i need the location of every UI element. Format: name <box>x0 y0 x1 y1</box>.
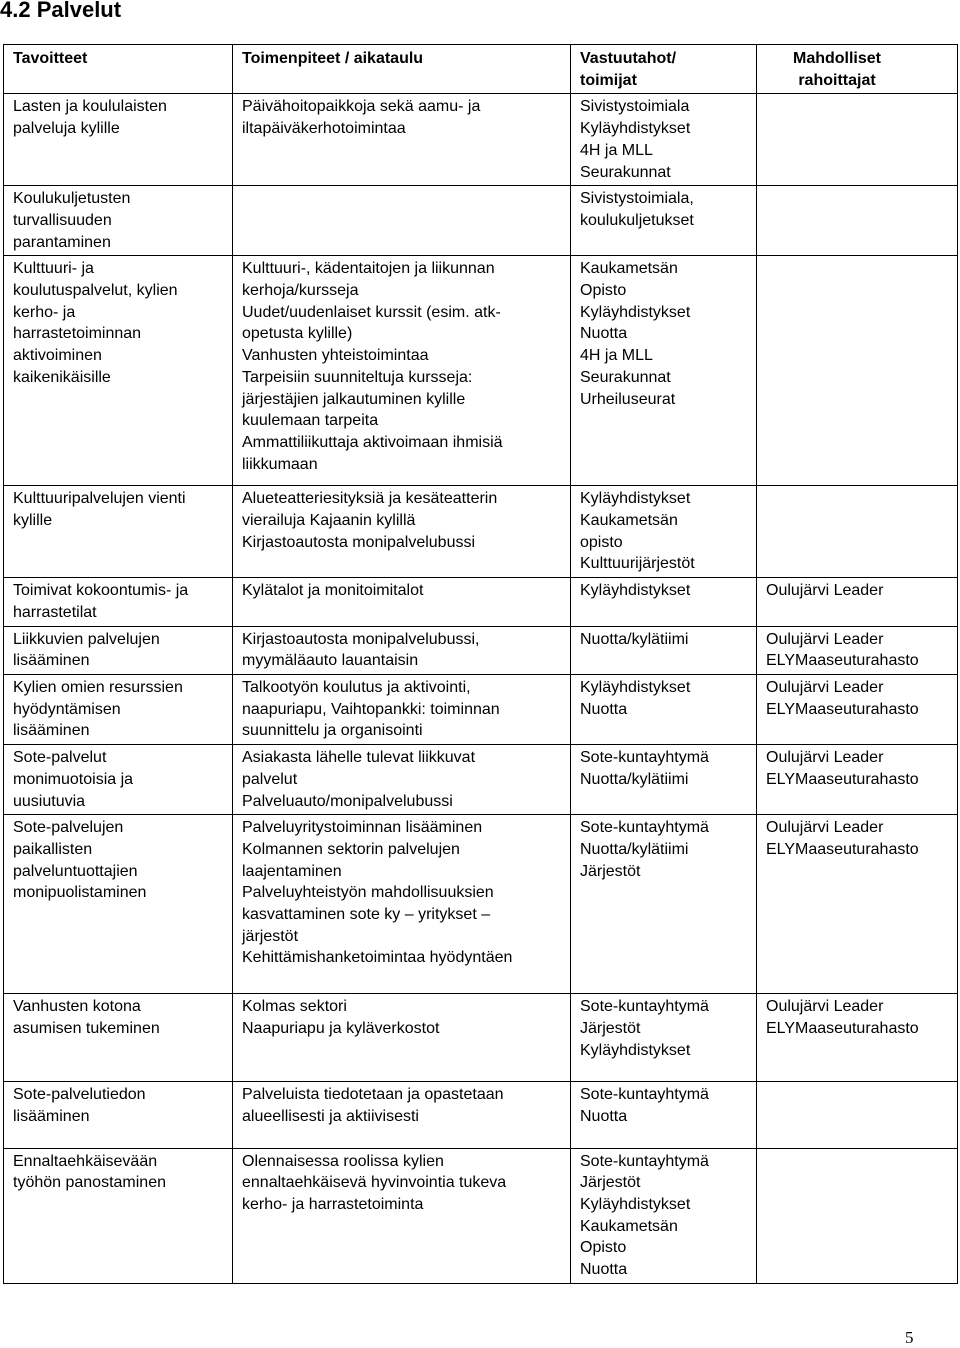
cell-line: Tarpeisiin suunniteltuja kursseja: <box>242 368 473 386</box>
cell-line: Nuotta <box>580 1107 628 1125</box>
cell-line: koulukuljetukset <box>580 211 694 229</box>
cell-line: opetusta kylille) <box>242 325 353 343</box>
cell-line: ennaltaehkäisevä hyvinvointia tukeva <box>242 1174 507 1192</box>
cell-line: Kulttuurijärjestöt <box>580 555 695 573</box>
cell-line: opisto <box>580 533 623 551</box>
cell-line: 4H ja MLL <box>580 347 653 365</box>
cell-line: ELYMaaseuturahasto <box>766 700 919 718</box>
funders-cell <box>757 745 958 815</box>
cell-line: Oulujärvi Leader <box>766 749 884 767</box>
cell-line: Ennaltaehkäisevään <box>13 1152 158 1170</box>
cell-line: Ammattiliikuttaja aktivoimaan ihmisiä <box>242 433 503 451</box>
cell-line: Sote-kuntayhtymä <box>580 749 709 767</box>
cell-line: liikkumaan <box>242 455 318 473</box>
table-row <box>4 815 958 994</box>
cell-line: ELYMaaseuturahasto <box>766 770 919 788</box>
responsible-cell <box>571 994 757 1082</box>
goal-cell <box>4 815 233 994</box>
cell-line: Kehittämishanketoimintaa hyödyntäen <box>242 949 513 967</box>
funders-cell <box>757 994 958 1082</box>
cell-line: kerhoja/kursseja <box>242 282 359 300</box>
funders-cell <box>757 186 958 256</box>
cell-line: kasvattaminen sote ky – yritykset – <box>242 906 491 924</box>
cell-line: Sote-kuntayhtymä <box>580 1152 709 1170</box>
cell-line: Kulttuuripalvelujen vienti <box>13 490 186 508</box>
cell-line: aktivoiminen <box>13 347 102 365</box>
responsible-cell <box>571 674 757 744</box>
cell-line: lisääminen <box>13 722 90 740</box>
cell-line: 4H ja MLL <box>580 141 653 159</box>
actions-cell <box>233 186 571 256</box>
goal-cell <box>4 745 233 815</box>
funders-cell <box>757 256 958 486</box>
cell-line: palveluntuottajien <box>13 862 138 880</box>
cell-line: Järjestöt <box>580 1019 641 1037</box>
cell-line: Oulujärvi Leader <box>766 998 884 1016</box>
cell-line: Uudet/uudenlaiset kurssit (esim. atk- <box>242 303 501 321</box>
cell-line: Kyläyhdistykset <box>580 120 691 138</box>
cell-line: iltapäiväkerhotoimintaa <box>242 120 406 138</box>
cell-line: Seurakunnat <box>580 368 671 386</box>
cell-line: kylille <box>13 512 53 530</box>
cell-line: Sote-palvelutiedon <box>13 1086 146 1104</box>
cell-line: Nuotta <box>580 700 628 718</box>
goal-cell <box>4 256 233 486</box>
cell-line: alueellisesti ja aktiivisesti <box>242 1107 419 1125</box>
goal-cell <box>4 578 233 626</box>
cell-line: Urheiluseurat <box>580 390 676 408</box>
funders-cell <box>757 578 958 626</box>
cell-line: työhön panostaminen <box>13 1174 166 1192</box>
cell-line: Päivähoitopaikkoja sekä aamu- ja <box>242 98 481 116</box>
cell-line: myymäläauto lauantaisin <box>242 652 419 670</box>
cell-line: Kolmas sektori <box>242 998 347 1016</box>
cell-line: lisääminen <box>13 1107 90 1125</box>
actions-cell <box>233 815 571 994</box>
cell-line: vierailuja Kajaanin kylillä <box>242 512 416 530</box>
cell-line: Kaukametsän <box>580 512 678 530</box>
cell-line: suunnittelu ja organisointi <box>242 722 423 740</box>
cell-line: Olennaisessa roolissa kylien <box>242 1152 444 1170</box>
goal-cell <box>4 186 233 256</box>
actions-cell <box>233 94 571 186</box>
responsible-cell <box>571 1082 757 1148</box>
cell-line: kerho- ja <box>13 303 76 321</box>
cell-line: Nuotta/kylätiimi <box>580 770 689 788</box>
table-row <box>4 256 958 486</box>
responsible-cell <box>571 626 757 674</box>
cell-line: Kyläyhdistykset <box>580 1041 691 1059</box>
cell-line: Kirjastoautosta monipalvelubussi, <box>242 630 480 648</box>
table-row <box>4 745 958 815</box>
responsible-cell <box>571 745 757 815</box>
responsible-cell <box>571 186 757 256</box>
cell-line: Kulttuuri-, kädentaitojen ja liikunnan <box>242 260 495 278</box>
responsible-cell <box>571 94 757 186</box>
cell-line: asumisen tukeminen <box>13 1019 160 1037</box>
header-funders: Mahdolliset rahoittajat <box>757 45 958 94</box>
cell-line: Nuotta/kylätiimi <box>580 840 689 858</box>
cell-line: Oulujärvi Leader <box>766 630 884 648</box>
cell-line: Naapuriapu ja kyläverkostot <box>242 1019 440 1037</box>
actions-cell <box>233 674 571 744</box>
cell-line: Sote-palvelut <box>13 749 107 767</box>
cell-line: Palveluista tiedotetaan ja opastetaan <box>242 1086 504 1104</box>
actions-cell <box>233 1148 571 1283</box>
cell-line: Kyläyhdistykset <box>580 303 691 321</box>
actions-cell <box>233 578 571 626</box>
actions-cell <box>233 994 571 1082</box>
cell-line: Talkootyön koulutus ja aktivointi, <box>242 678 471 696</box>
cell-line: Sote-kuntayhtymä <box>580 998 709 1016</box>
cell-line: palvelut <box>242 770 298 788</box>
cell-line: Kulttuuri- ja <box>13 260 94 278</box>
actions-cell <box>233 486 571 578</box>
cell-line: Alueteatteriesityksiä ja kesäteatterin <box>242 490 498 508</box>
goal-cell <box>4 1082 233 1148</box>
cell-line: Liikkuvien palvelujen <box>13 630 160 648</box>
cell-line: Nuotta <box>580 1261 628 1279</box>
cell-line: Opisto <box>580 1239 627 1257</box>
cell-line: turvallisuuden <box>13 211 112 229</box>
responsible-cell <box>571 578 757 626</box>
services-plan-table <box>3 44 958 1284</box>
cell-line: monipuolistaminen <box>13 884 147 902</box>
cell-line: paikallisten <box>13 840 93 858</box>
cell-line: Vanhusten kotona <box>13 998 141 1016</box>
responsible-cell <box>571 256 757 486</box>
cell-line: monimuotoisia ja <box>13 770 134 788</box>
header-actions: Toimenpiteet / aikataulu <box>233 45 571 94</box>
cell-line: kaikenikäisille <box>13 368 111 386</box>
table-row <box>4 994 958 1082</box>
table-row <box>4 186 958 256</box>
cell-line: Sote-kuntayhtymä <box>580 819 709 837</box>
cell-line: järjestöt <box>242 927 299 945</box>
funders-cell <box>757 1148 958 1283</box>
cell-line: Kirjastoautosta monipalvelubussi <box>242 533 476 551</box>
cell-line: koulutuspalvelut, kylien <box>13 282 178 300</box>
cell-line: Kaukametsän <box>580 1217 678 1235</box>
goal-cell <box>4 674 233 744</box>
header-goals: Tavoitteet <box>4 45 233 94</box>
cell-line: Kyläyhdistykset <box>580 678 691 696</box>
goal-cell <box>4 626 233 674</box>
cell-line: Kylätalot ja monitoimitalot <box>242 582 424 600</box>
cell-line: Sivistystoimiala, <box>580 190 694 208</box>
cell-line: Kylien omien resurssien <box>13 678 183 696</box>
cell-line: Lasten ja koululaisten <box>13 98 167 116</box>
cell-line: Palveluauto/monipalvelubussi <box>242 792 453 810</box>
cell-line: Järjestöt <box>580 1174 641 1192</box>
cell-line: harrastetilat <box>13 603 97 621</box>
funders-cell <box>757 626 958 674</box>
cell-line: Koulukuljetusten <box>13 190 131 208</box>
table-row <box>4 626 958 674</box>
cell-line: Vanhusten yhteistoimintaa <box>242 347 429 365</box>
table-row <box>4 578 958 626</box>
cell-line: harrastetoiminnan <box>13 325 142 343</box>
table-row <box>4 94 958 186</box>
goal-cell <box>4 1148 233 1283</box>
cell-line: laajentaminen <box>242 862 342 880</box>
table-row <box>4 1148 958 1283</box>
cell-line: Sivistystoimiala <box>580 98 690 116</box>
section-heading: 4.2 Palvelut <box>0 0 122 22</box>
actions-cell <box>233 626 571 674</box>
cell-line: Asiakasta lähelle tulevat liikkuvat <box>242 749 476 767</box>
cell-line: Sote-palvelujen <box>13 819 124 837</box>
cell-line: Kolmannen sektorin palvelujen <box>242 840 460 858</box>
funders-cell <box>757 486 958 578</box>
cell-line: Kyläyhdistykset <box>580 490 691 508</box>
cell-line: ELYMaaseuturahasto <box>766 840 919 858</box>
cell-line: Järjestöt <box>580 862 641 880</box>
table-row <box>4 1082 958 1148</box>
table-row <box>4 486 958 578</box>
cell-line: ELYMaaseuturahasto <box>766 652 919 670</box>
cell-line: Kyläyhdistykset <box>580 582 691 600</box>
funders-cell <box>757 815 958 994</box>
table-header-row <box>4 45 958 94</box>
cell-line: järjestäjien jalkautuminen kylille <box>242 390 466 408</box>
cell-line: Kyläyhdistykset <box>580 1196 691 1214</box>
actions-cell <box>233 1082 571 1148</box>
cell-line: ELYMaaseuturahasto <box>766 1019 919 1037</box>
cell-line: kerho- ja harrastetoiminta <box>242 1196 424 1214</box>
cell-line: Opisto <box>580 282 627 300</box>
header-responsible: Vastuutahot/ toimijat <box>571 45 757 94</box>
goal-cell <box>4 994 233 1082</box>
cell-line: palveluja kylille <box>13 120 120 138</box>
table-row <box>4 674 958 744</box>
funders-cell <box>757 94 958 186</box>
actions-cell <box>233 256 571 486</box>
cell-line: Oulujärvi Leader <box>766 678 884 696</box>
cell-line: parantaminen <box>13 233 111 251</box>
cell-line: kuulemaan tarpeita <box>242 412 379 430</box>
page-number: 5 <box>905 1328 914 1347</box>
cell-line: uusiutuvia <box>13 792 86 810</box>
cell-line: lisääminen <box>13 652 90 670</box>
cell-line: Sote-kuntayhtymä <box>580 1086 709 1104</box>
funders-cell <box>757 1082 958 1148</box>
cell-line: Seurakunnat <box>580 163 671 181</box>
actions-cell <box>233 745 571 815</box>
responsible-cell <box>571 815 757 994</box>
cell-line: Nuotta <box>580 325 628 343</box>
cell-line: naapuriapu, Vaihtopankki: toiminnan <box>242 700 500 718</box>
cell-line: hyödyntämisen <box>13 700 121 718</box>
cell-line: Kaukametsän <box>580 260 678 278</box>
cell-line: Palveluyhteistyön mahdollisuuksien <box>242 884 494 902</box>
cell-line: Nuotta/kylätiimi <box>580 630 689 648</box>
responsible-cell <box>571 1148 757 1283</box>
cell-line: Oulujärvi Leader <box>766 819 884 837</box>
table-body <box>4 94 958 1283</box>
goal-cell <box>4 486 233 578</box>
funders-cell <box>757 674 958 744</box>
goal-cell <box>4 94 233 186</box>
responsible-cell <box>571 486 757 578</box>
cell-line: Toimivat kokoontumis- ja <box>13 582 189 600</box>
cell-line: Palveluyritystoiminnan lisääminen <box>242 819 483 837</box>
cell-line: Oulujärvi Leader <box>766 582 884 600</box>
